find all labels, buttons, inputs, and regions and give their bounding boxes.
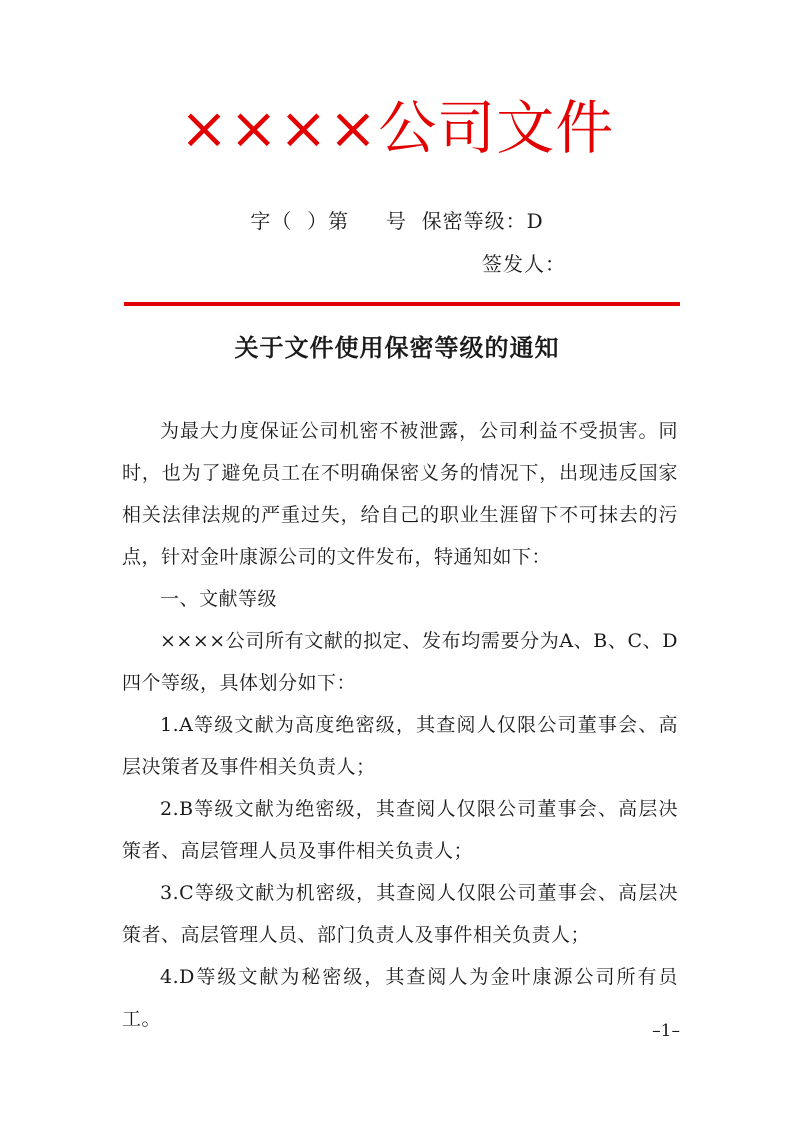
level-b-paragraph: 2.B等级文献为绝密级，其查阅人仅限公司董事会、高层决策者、高层管理人员及事件相关负责人； (122, 798, 678, 862)
document-number-line: 字（ ）第 号 保密等级：D (250, 209, 544, 233)
levels-overview-paragraph: ××××公司所有文献的拟定、发布均需要分为A、B、C、D四个等级，具体划分如下： (122, 630, 678, 694)
signer-label: 签发人： (482, 252, 566, 276)
notice-title: 关于文件使用保密等级的通知 (234, 333, 560, 362)
section-heading-document-levels: 一、文献等级 (160, 588, 278, 610)
red-separator-line (124, 302, 680, 306)
company-document-header: ××××公司文件 (179, 94, 615, 162)
level-c-paragraph: 3.C等级文献为机密级，其查阅人仅限公司董事会、高层决策者、高层管理人员、部门负责人及事件相关负责人； (122, 882, 678, 946)
notice-body (122, 410, 678, 1040)
level-a-paragraph: 1.A等级文献为高度绝密级，其查阅人仅限公司董事会、高层决策者及事件相关负责人； (122, 714, 678, 778)
page-number: –1– (652, 1021, 680, 1041)
level-d-paragraph: 4.D等级文献为秘密级，其查阅人为金叶康源公司所有员工。 (122, 966, 678, 1030)
intro-paragraph: 为最大力度保证公司机密不被泄露，公司利益不受损害。同时，也为了避免员工在不明确保密义务的情况下，出现违反国家相关法律法规的严重过失，给自己的职业生涯留下不可抹去的污点，针对金叶康源公司的文件发布，特通知如下： (122, 420, 678, 568)
